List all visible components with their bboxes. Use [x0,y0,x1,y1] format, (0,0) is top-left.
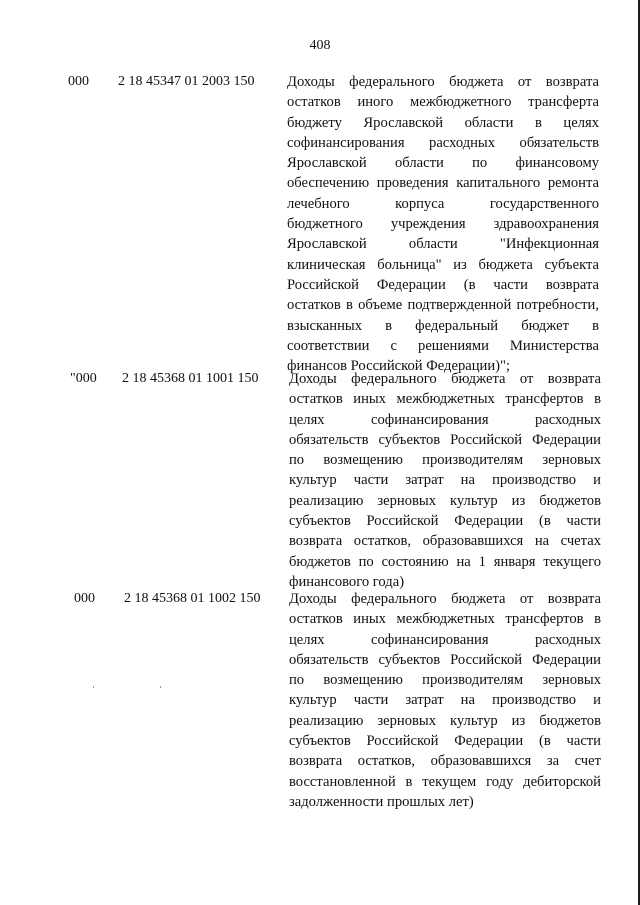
description-line: целях софинансирования расходных [289,631,601,648]
description-line: Доходы федерального бюджета от возврата [289,371,601,387]
description-line: культур части затрат на производство и [289,692,601,709]
scan-speck [160,686,161,688]
description-line: бюджетного учреждения здравоохранения [287,216,599,233]
description-line: Ярославской области "Инфекционная [287,236,599,253]
description-line: взысканных в федеральный бюджет в [287,317,599,334]
admin-code: "000 [70,371,97,386]
description-line: обязательств субъектов Российской Федерации [289,431,601,448]
page-number: 408 [309,38,331,53]
budget-classification-code: 2 18 45368 01 1001 150 [122,371,259,386]
description-line: целях софинансирования расходных [289,411,601,428]
description-line: задолженности прошлых лет) [289,793,474,810]
budget-classification-code: 2 18 45368 01 1002 150 [124,591,261,606]
description-line: субъектов Российской Федерации (в части [289,513,601,530]
revenue-description [287,72,599,376]
description-line: Российской Федерации (в части возврата [287,276,599,293]
description-line: по возмещению производителям зерновых [289,452,601,469]
description-line: по возмещению производителям зерновых [289,672,601,689]
description-line: софинансирования расходных обязательств [287,134,599,151]
description-line: остатков иных межбюджетных трансфертов в [289,611,601,628]
description-line: обеспечению проведения капитального ремонта [287,175,599,192]
description-line: культур части затрат на производство и [289,472,601,489]
description-line: остатков иного межбюджетного трансферта [287,94,599,111]
description-line: Доходы федерального бюджета от возврата [287,74,599,90]
description-line: Доходы федерального бюджета от возврата [289,591,601,607]
budget-classification-code: 2 18 45347 01 2003 150 [118,74,255,89]
description-line: Ярославской области по финансовому [287,155,599,172]
description-line: финансового года) [289,573,405,590]
description-line: восстановленной в текущем году дебиторской [289,773,601,790]
description-line: клиническая больница" из бюджета субъекта [287,256,599,273]
description-line: лечебного корпуса государственного [287,195,599,212]
description-line: реализацию зерновых культур из бюджетов [289,712,601,729]
description-line: возврата остатков, образовавшихся на счетах [289,533,601,550]
description-line: реализацию зерновых культур из бюджетов [289,492,601,509]
description-line: бюджетов по состоянию на 1 января текущего [289,553,601,570]
description-line: бюджету Ярославской области в целях [287,114,599,131]
revenue-description [289,589,601,812]
admin-code: 000 [68,74,89,89]
description-line: остатков в объеме подтвержденной потребности, [287,297,599,314]
description-line: субъектов Российской Федерации (в части [289,733,601,750]
revenue-description [289,369,601,592]
description-line: обязательств субъектов Российской Федерации [289,651,601,668]
description-line: возврата остатков, образовавшихся за счет [289,753,601,770]
description-line: соответствии с решениями Министерства [287,337,599,354]
description-line: остатков иных межбюджетных трансфертов в [289,391,601,408]
description-line: финансов Российской Федерации)"; [287,358,511,375]
scan-speck [93,686,94,688]
admin-code: 000 [74,591,95,606]
